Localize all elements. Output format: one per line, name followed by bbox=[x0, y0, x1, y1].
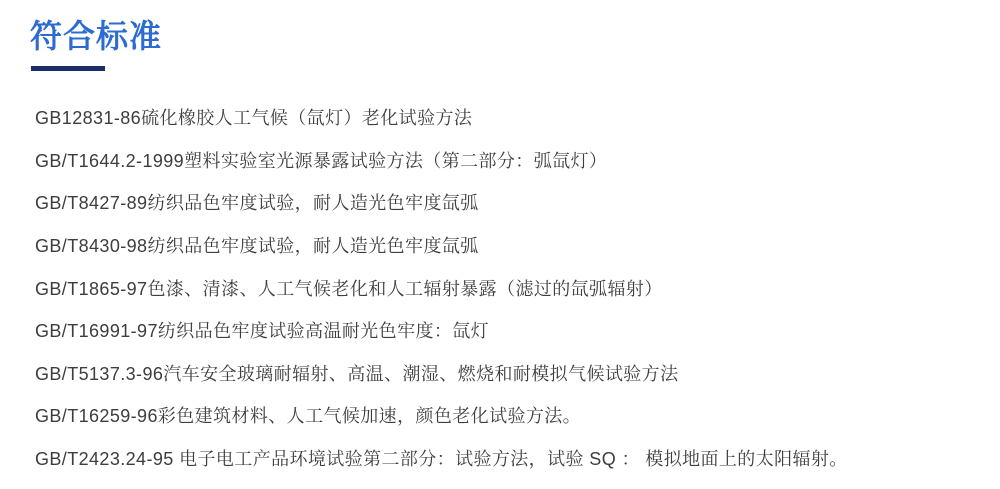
standard-item: GB/T5137.3-96汽车安全玻璃耐辐射、高温、潮湿、燃烧和耐模拟气候试验方法 bbox=[35, 363, 679, 384]
standard-item: GB12831-86硫化橡胶人工气候（氙灯）老化试验方法 bbox=[35, 108, 473, 129]
standards-list bbox=[35, 96, 985, 479]
page-title: 符合标准 bbox=[30, 18, 163, 54]
standard-item: GB/T2423.24-95 电子电工产品环境试验第二部分：试验方法，试验 SQ ： 模拟地面上的太阳辐射。 bbox=[35, 449, 848, 470]
standard-item: GB/T1865-97色漆、清漆、人工气候老化和人工辐射暴露（滤过的氙弧辐射） bbox=[35, 278, 663, 299]
standard-item: GB/T1644.2-1999塑料实验室光源暴露试验方法（第二部分：弧氙灯） bbox=[35, 150, 608, 171]
standard-item: GB/T16259-96彩色建筑材料、人工气候加速，颜色老化试验方法。 bbox=[35, 406, 582, 427]
standard-item: GB/T16991-97纺织品色牢度试验高温耐光色牢度：氙灯 bbox=[35, 321, 490, 342]
title-underline bbox=[31, 66, 105, 71]
standard-item: GB/T8430-98纺织品色牢度试验，耐人造光色牢度氙弧 bbox=[35, 236, 479, 257]
standard-item: GB/T8427-89纺织品色牢度试验，耐人造光色牢度氙弧 bbox=[35, 193, 479, 214]
